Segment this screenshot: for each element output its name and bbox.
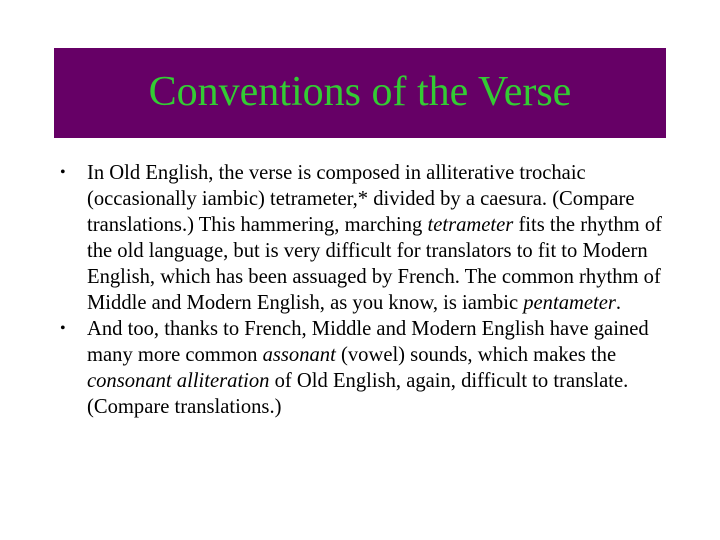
bullet-dot-icon: • (60, 164, 66, 181)
italic-term-pentameter: pentameter (523, 292, 616, 314)
text-segment: And too, thanks to French, Middle and Modern English have gained many more common (87, 318, 649, 366)
text-segment: . (615, 292, 622, 314)
text-segment: (vowel) sounds, which makes the (335, 344, 617, 366)
italic-term-tetrameter: tetrameter (427, 214, 514, 236)
text-segment: fits the rhythm of the old language, but is very difficult for translators to fit to Modern English, which has been assuaged by French. The common rhythm of Middle and Modern English, as you know, is iambic (87, 214, 663, 314)
italic-term-consonant-alliteration: consonant alliteration (87, 370, 270, 392)
bullet-text-2 (87, 316, 670, 420)
bullet-item-1 (58, 160, 670, 316)
text-segment: of Old English, again, difficult to translate. (Compare translations.) (87, 370, 629, 418)
italic-term-assonant: assonant (262, 344, 336, 366)
bullet-list (58, 160, 670, 420)
bullet-dot-icon: • (60, 320, 66, 337)
title-bar (54, 48, 666, 138)
slide-title: Conventions of the Verse (148, 69, 572, 115)
bullet-text-1 (87, 160, 670, 316)
bullet-item-2 (58, 316, 670, 420)
text-segment: In Old English, the verse is composed in alliterative trochaic (occasionally iambic) tetrameter,* divided by a caesura. (Compare translations.) This hammering, marching (87, 162, 635, 236)
